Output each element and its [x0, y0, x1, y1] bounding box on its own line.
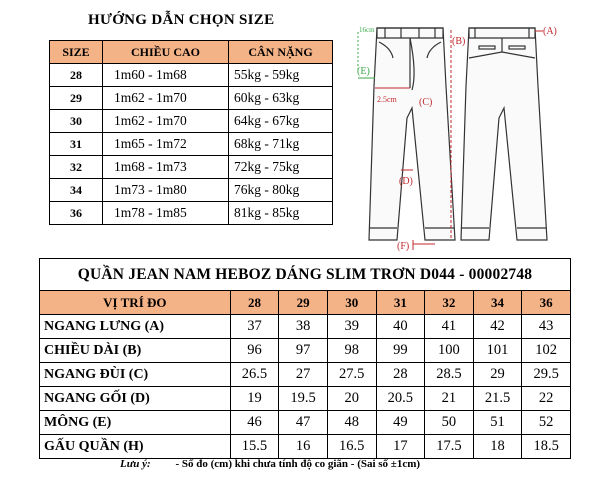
measurement-value: 43 [522, 315, 571, 339]
position-col-header: VỊ TRÍ ĐO [40, 291, 231, 315]
size-row [50, 87, 333, 110]
measurement-value: 27 [279, 363, 328, 387]
measurement-value: 29 [473, 363, 522, 387]
size-header: 32 [425, 291, 474, 315]
measurement-value: 37 [230, 315, 279, 339]
height-cell: 1m62 - 1m70 [103, 110, 229, 133]
weight-cell: 60kg - 63kg [229, 87, 333, 110]
height-cell: 1m68 - 1m73 [103, 156, 229, 179]
jeans-outline [369, 28, 547, 240]
measurement-value: 27.5 [327, 363, 376, 387]
size-row [50, 64, 333, 87]
weight-cell: 68kg - 71kg [229, 133, 333, 156]
size-header: 29 [279, 291, 328, 315]
measurement-value: 16 [279, 435, 328, 459]
size-row [50, 133, 333, 156]
height-cell: 1m65 - 1m72 [103, 133, 229, 156]
measurement-name: GẤU QUẦN (H) [40, 435, 231, 459]
size-guide-title: HƯỚNG DẪN CHỌN SIZE [88, 12, 275, 28]
measurement-value: 101 [473, 339, 522, 363]
measurement-name: NGANG GỐI (D) [40, 387, 231, 411]
size-header: 31 [376, 291, 425, 315]
measurement-row [40, 339, 571, 363]
measurement-value: 19 [230, 387, 279, 411]
measurement-value: 21 [425, 387, 474, 411]
size-row [50, 110, 333, 133]
measurement-value: 51 [473, 411, 522, 435]
measurement-value: 38 [279, 315, 328, 339]
measurement-value: 100 [425, 339, 474, 363]
measurement-value: 22 [522, 387, 571, 411]
measurement-value: 99 [376, 339, 425, 363]
measurement-value: 102 [522, 339, 571, 363]
measurement-value: 98 [327, 339, 376, 363]
measurement-value: 96 [230, 339, 279, 363]
size-row [50, 156, 333, 179]
measurement-value: 16.5 [327, 435, 376, 459]
footnote [120, 458, 420, 470]
measurement-value: 46 [230, 411, 279, 435]
measurement-row [40, 363, 571, 387]
height-cell: 1m62 - 1m70 [103, 87, 229, 110]
measurement-value: 39 [327, 315, 376, 339]
measurement-name: CHIỀU DÀI (B) [40, 339, 231, 363]
measurement-value: 97 [279, 339, 328, 363]
measurement-value: 41 [425, 315, 474, 339]
footnote-text: - Số đo (cm) khi chưa tính độ co giãn - (Sai số ±1cm) [175, 458, 421, 470]
measurement-row [40, 411, 571, 435]
dim-mid: 2.5cm [377, 95, 397, 104]
measurement-row [40, 387, 571, 411]
measurement-value: 15.5 [230, 435, 279, 459]
measurements-title: QUẦN JEAN NAM HEBOZ DÁNG SLIM TRƠN D044 - 00002748 [40, 259, 571, 291]
size-table-header [50, 41, 333, 64]
measurement-value: 26.5 [230, 363, 279, 387]
label-e: (E) [357, 66, 370, 77]
weight-cell: 55kg - 59kg [229, 64, 333, 87]
size-header: 34 [473, 291, 522, 315]
label-c: (C) [419, 97, 433, 108]
weight-cell: 81kg - 85kg [229, 202, 333, 225]
measurement-row [40, 435, 571, 459]
measurement-name: MÔNG (E) [40, 411, 231, 435]
size-row [50, 179, 333, 202]
size-cell: 36 [50, 202, 103, 225]
height-cell: 1m60 - 1m68 [103, 64, 229, 87]
height-cell: 1m73 - 1m80 [103, 179, 229, 202]
weight-cell: 72kg - 75kg [229, 156, 333, 179]
label-b: (B) [452, 36, 466, 47]
size-header: 28 [230, 291, 279, 315]
measurement-value: 21.5 [473, 387, 522, 411]
height-col-header: CHIỀU CAO [103, 41, 229, 64]
measurement-value: 20 [327, 387, 376, 411]
measurement-value: 47 [279, 411, 328, 435]
measurement-value: 17.5 [425, 435, 474, 459]
size-col-header: SIZE [50, 41, 103, 64]
height-cell: 1m78 - 1m85 [103, 202, 229, 225]
measurement-value: 48 [327, 411, 376, 435]
measurement-name: NGANG ĐÙI (C) [40, 363, 231, 387]
size-cell: 32 [50, 156, 103, 179]
measurement-value: 40 [376, 315, 425, 339]
size-cell: 30 [50, 110, 103, 133]
footnote-label: Lưu ý: [120, 458, 151, 470]
measurement-value: 17 [376, 435, 425, 459]
measurement-row [40, 315, 571, 339]
measurement-value: 18.5 [522, 435, 571, 459]
measurement-value: 50 [425, 411, 474, 435]
measurements-header-row [40, 291, 571, 315]
label-d: (D) [399, 176, 413, 187]
size-header: 36 [522, 291, 571, 315]
label-f: (F) [397, 241, 410, 252]
measurement-name: NGANG LƯNG (A) [40, 315, 231, 339]
measurement-value: 28.5 [425, 363, 474, 387]
size-row [50, 202, 333, 225]
measurement-value: 20.5 [376, 387, 425, 411]
size-cell: 29 [50, 87, 103, 110]
weight-cell: 76kg - 80kg [229, 179, 333, 202]
measurement-value: 42 [473, 315, 522, 339]
measurement-value: 29.5 [522, 363, 571, 387]
size-header: 30 [327, 291, 376, 315]
measurement-value: 49 [376, 411, 425, 435]
measurement-value: 28 [376, 363, 425, 387]
label-a: (A) [543, 26, 557, 37]
measurement-value: 19.5 [279, 387, 328, 411]
measurements-title-row [40, 259, 571, 291]
measurement-value: 52 [522, 411, 571, 435]
size-cell: 31 [50, 133, 103, 156]
measurement-value: 18 [473, 435, 522, 459]
measurements-table [39, 258, 571, 459]
size-cell: 34 [50, 179, 103, 202]
weight-cell: 64kg - 67kg [229, 110, 333, 133]
weight-col-header: CÂN NẶNG [229, 41, 333, 64]
size-guide-table [49, 40, 333, 225]
size-cell: 28 [50, 64, 103, 87]
dim-top: 16cm [359, 26, 375, 34]
jeans-diagram [355, 18, 560, 253]
